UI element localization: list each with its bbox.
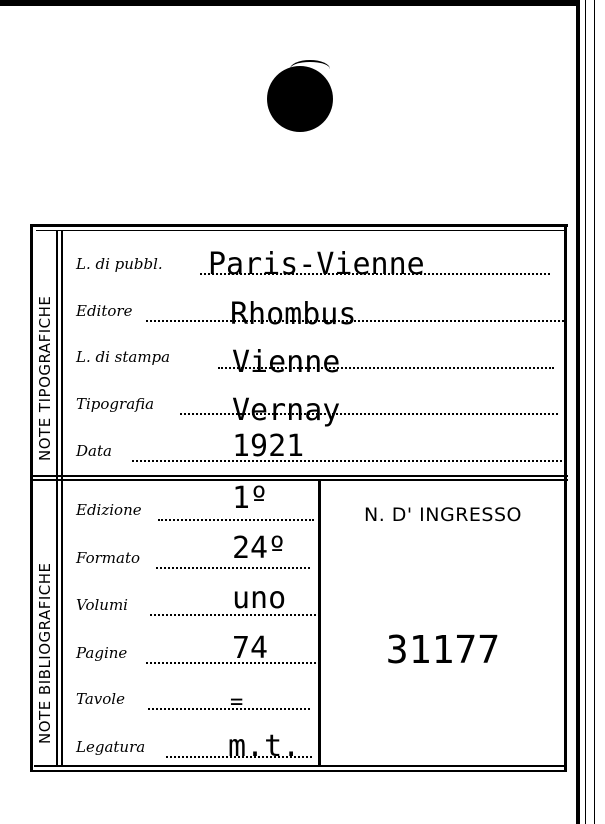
card-right-edge bbox=[576, 0, 580, 824]
frame-label-column-line bbox=[56, 230, 58, 765]
field-value-luogo-stampa: Vienne bbox=[232, 345, 341, 380]
card-right-edge-line bbox=[594, 0, 595, 824]
field-value-legatura: m.t. bbox=[228, 729, 301, 764]
field-value-tipografia: Vernay bbox=[232, 393, 341, 428]
field-dots bbox=[148, 708, 310, 710]
ingresso-number: 31177 bbox=[385, 628, 501, 672]
field-label-tavole: Tavole bbox=[76, 690, 125, 708]
field-value-editore: Rhombus bbox=[230, 297, 357, 332]
frame-bottom-border-outer bbox=[30, 770, 566, 772]
card-right-edge-line bbox=[585, 0, 586, 824]
field-dots bbox=[146, 662, 316, 664]
frame-top-border-inner bbox=[36, 230, 564, 231]
note-tipografiche-section-label: NOTE TIPOGRAFICHE bbox=[36, 295, 54, 461]
field-label-legatura: Legatura bbox=[76, 738, 146, 756]
field-value-pagine: 74 bbox=[232, 631, 269, 666]
field-label-data: Data bbox=[76, 442, 112, 460]
frame-divider-inner bbox=[32, 479, 568, 481]
field-label-editore: Editore bbox=[76, 302, 133, 320]
field-value-data: 1921 bbox=[232, 429, 305, 464]
field-dots bbox=[132, 460, 562, 462]
note-bibliografiche-section-label: NOTE BIBLIOGRAFICHE bbox=[36, 562, 54, 744]
field-label-volumi: Volumi bbox=[76, 596, 128, 614]
field-value-formato: 24º bbox=[232, 531, 287, 566]
field-label-luogo-stampa: L. di stampa bbox=[76, 348, 171, 366]
field-value-luogo-pubblicazione: Paris-Vienne bbox=[208, 247, 425, 282]
frame-top-border bbox=[32, 224, 568, 227]
frame-divider bbox=[32, 475, 568, 477]
punch-hole-rim bbox=[290, 60, 330, 78]
frame-bottom-border bbox=[34, 765, 566, 767]
field-label-pagine: Pagine bbox=[76, 644, 128, 662]
field-label-edizione: Edizione bbox=[76, 501, 142, 519]
field-value-volumi: uno bbox=[232, 581, 287, 616]
field-label-luogo-pubblicazione: L. di pubbl. bbox=[76, 255, 163, 273]
field-value-edizione: 1º bbox=[232, 481, 269, 516]
field-dots bbox=[158, 519, 314, 521]
frame-right-border bbox=[564, 224, 567, 772]
field-label-tipografia: Tipografia bbox=[76, 395, 155, 413]
card-top-edge bbox=[0, 0, 578, 6]
frame-left-border bbox=[30, 224, 33, 772]
ingresso-label: N. D' INGRESSO bbox=[363, 504, 522, 526]
frame-label-column-line-inner bbox=[61, 230, 63, 765]
field-value-tavole: = bbox=[230, 690, 244, 715]
field-dots bbox=[156, 567, 310, 569]
field-label-formato: Formato bbox=[76, 549, 141, 567]
